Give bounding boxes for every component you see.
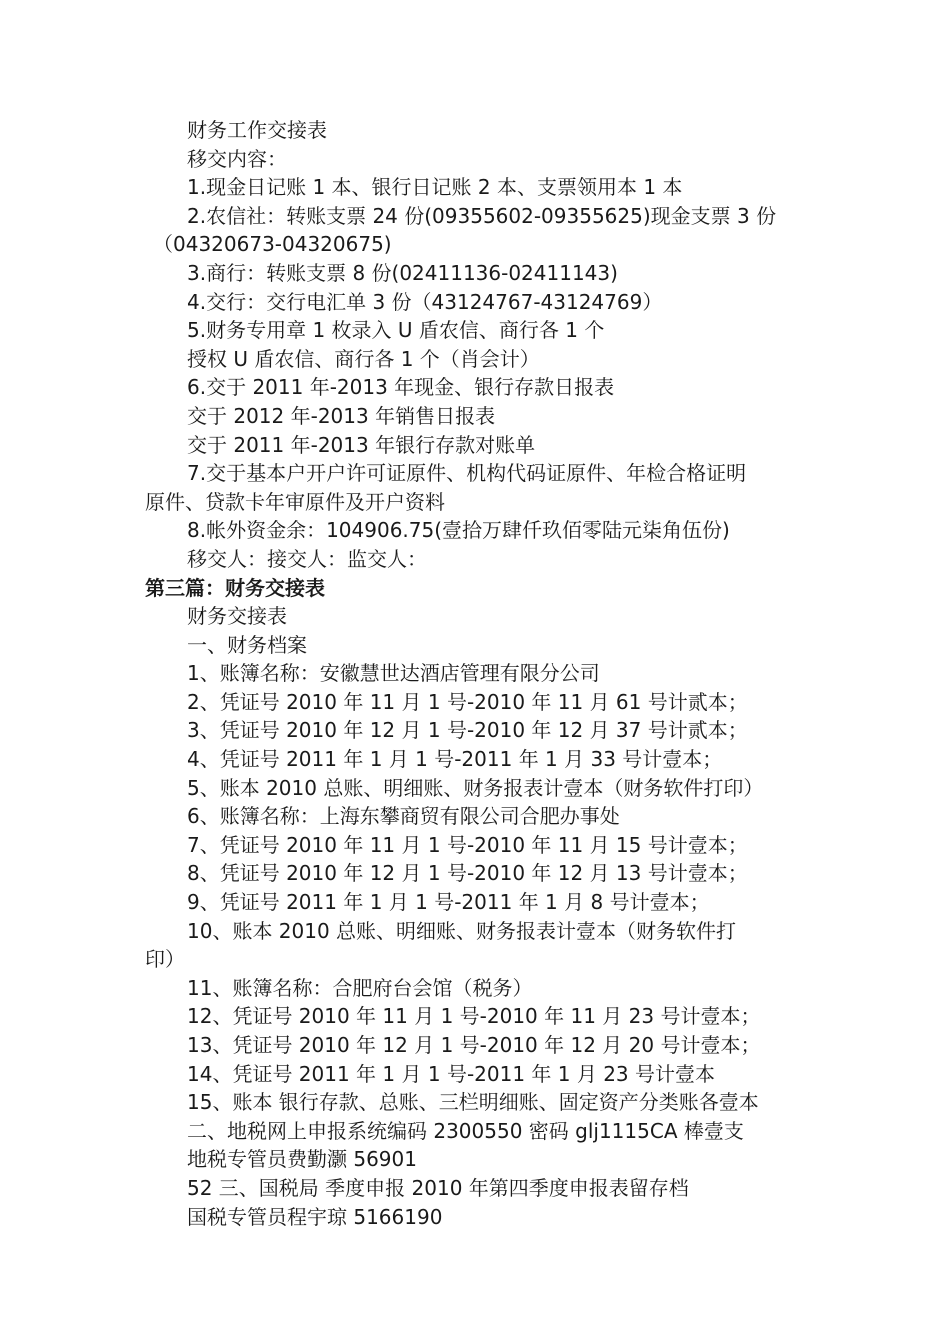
text-line: 15、账本 银行存款、总账、三栏明细账、固定资产分类账各壹本 xyxy=(187,1090,759,1115)
text-line: 授权 U 盾农信、商行各 1 个（肖会计） xyxy=(187,346,540,371)
text-line: 7.交于基本户开户许可证原件、机构代码证原件、年检合格证明 xyxy=(187,461,747,486)
text-line: 2.农信社：转账支票 24 份(09355602-09355625)现金支票 3 份 xyxy=(187,203,777,228)
document-body xyxy=(145,116,810,1231)
text-line: 8.帐外资金余：104906.75(壹拾万肆仟玖佰零陆元柒角伍份) xyxy=(187,518,730,543)
text-line: 3.商行：转账支票 8 份(02411136-02411143) xyxy=(187,260,618,285)
section1-title: 财务工作交接表 xyxy=(187,118,327,142)
text-line: 5、账本 2010 总账、明细账、财务报表计壹本（财务软件打印） xyxy=(187,775,764,800)
text-line: 3、凭证号 2010 年 12 月 1 号-2010 年 12 月 37 号计贰本； xyxy=(187,718,748,743)
text-line: 1、账簿名称：安徽慧世达酒店管理有限分公司 xyxy=(187,661,600,686)
text-line: 6、账簿名称：上海东攀商贸有限公司合肥办事处 xyxy=(187,804,620,829)
text-line: 交于 2011 年-2013 年银行存款对账单 xyxy=(187,432,536,457)
text-line: 5.财务专用章 1 枚录入 U 盾农信、商行各 1 个 xyxy=(187,318,605,343)
text-line: 9、凭证号 2011 年 1 月 1 号-2011 年 1 月 8 号计壹本； xyxy=(187,890,710,915)
text-line: 10、账本 2010 总账、明细账、财务报表计壹本（财务软件打 xyxy=(187,918,737,943)
text-line: 地税专管员费勤灏 56901 xyxy=(187,1147,417,1172)
section2-title: 财务交接表 xyxy=(187,604,287,629)
text-line: 国税专管员程宇琼 5166190 xyxy=(187,1204,443,1229)
text-line: 12、凭证号 2010 年 11 月 1 号-2010 年 11 月 23 号计壹本； xyxy=(187,1004,761,1029)
text-line: 2、凭证号 2010 年 11 月 1 号-2010 年 11 月 61 号计贰本； xyxy=(187,689,748,714)
text-line: 52 三、国税局 季度申报 2010 年第四季度申报表留存档 xyxy=(187,1175,689,1200)
text-line: 13、凭证号 2010 年 12 月 1 号-2010 年 12 月 20 号计壹本； xyxy=(187,1033,761,1057)
text-line: 7、凭证号 2010 年 11 月 1 号-2010 年 11 月 15 号计壹本； xyxy=(187,832,748,857)
text-line: 8、凭证号 2010 年 12 月 1 号-2010 年 12 月 13 号计壹本； xyxy=(187,861,748,886)
text-line: 原件、贷款卡年审原件及开户资料 xyxy=(145,489,445,514)
text-line: 4.交行：交行电汇单 3 份（43124767-43124769） xyxy=(187,289,663,314)
text-line: 交于 2012 年-2013 年销售日报表 xyxy=(187,403,496,428)
text-line: 11、账簿名称：合肥府台会馆（税务） xyxy=(187,975,533,1000)
text-line: 一、财务档案 xyxy=(187,632,307,657)
text-line: 1.现金日记账 1 本、银行日记账 2 本、支票领用本 1 本 xyxy=(187,175,683,200)
section2-heading: 第三篇：财务交接表 xyxy=(145,575,325,600)
text-line: 6.交于 2011 年-2013 年现金、银行存款日报表 xyxy=(187,375,615,400)
text-line: 4、凭证号 2011 年 1 月 1 号-2011 年 1 月 33 号计壹本； xyxy=(187,747,723,772)
section1-intro: 移交内容： xyxy=(187,146,287,171)
text-line: 移交人：接交人：监交人： xyxy=(187,546,427,571)
text-line: 印） xyxy=(145,947,185,972)
text-line: （04320673-04320675) xyxy=(153,232,392,257)
text-line: 14、凭证号 2011 年 1 月 1 号-2011 年 1 月 23 号计壹本 xyxy=(187,1061,716,1086)
text-line: 二、地税网上申报系统编码 2300550 密码 glj1115CA 棒壹支 xyxy=(187,1118,744,1143)
